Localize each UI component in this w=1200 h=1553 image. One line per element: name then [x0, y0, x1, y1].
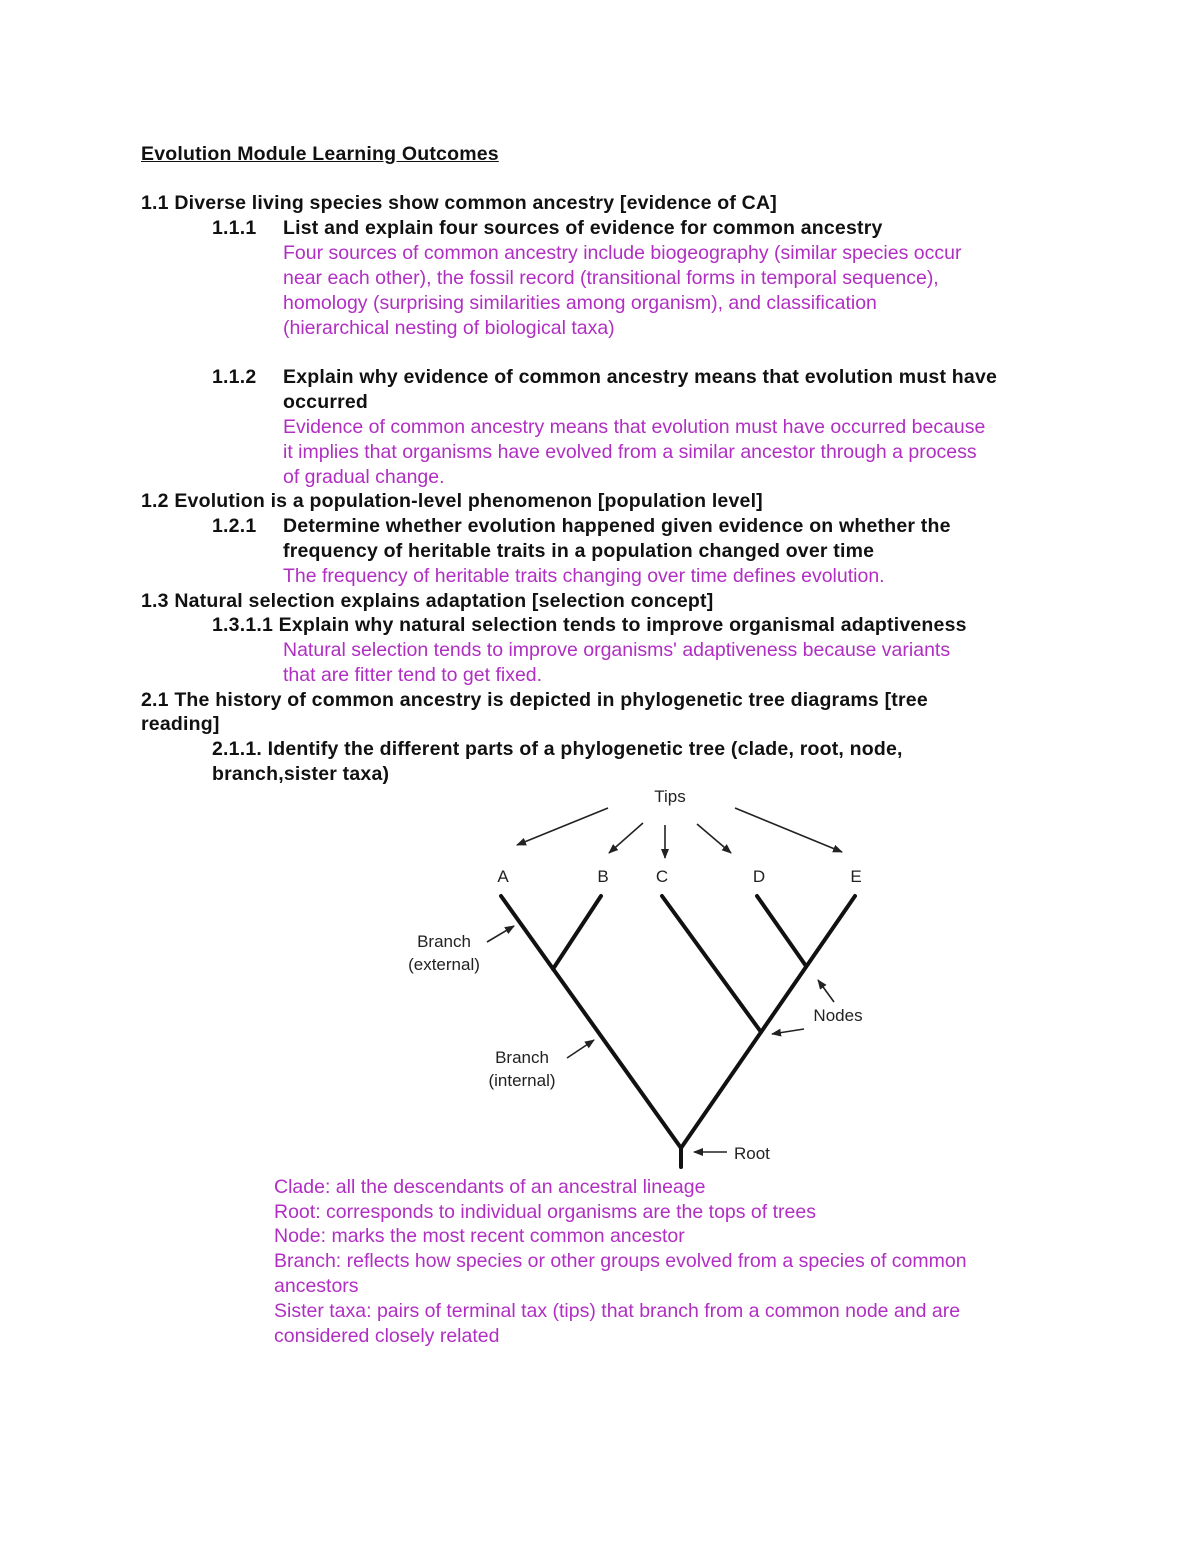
branch-to-c [662, 896, 761, 1032]
branch-external-arrow [487, 926, 514, 942]
answer-line: homology (surprising similarities among organism), and classification [283, 292, 877, 314]
definition-line: Clade: all the descendants of an ancestral lineage [274, 1176, 706, 1198]
definition-line: Root: corresponds to individual organisms are the tops of trees [274, 1201, 816, 1223]
branch-left-lineage [501, 896, 681, 1148]
answer-line: that are fitter tend to get fixed. [283, 664, 543, 686]
outcome-1-1-1-text: List and explain four sources of evidence for common ancestry [283, 217, 883, 239]
branch-to-b [553, 896, 601, 969]
tree-branches [501, 896, 855, 1167]
tip-arrow [609, 823, 643, 853]
answer-line: (hierarchical nesting of biological taxa) [283, 317, 615, 339]
outcome-1-1: 1.1 Diverse living species show common ancestry [evidence of CA] [141, 192, 777, 214]
nodes-arrow [818, 980, 834, 1002]
tip-arrow [697, 824, 731, 853]
answer-line: of gradual change. [283, 466, 445, 488]
branch-internal-label: (internal) [488, 1071, 556, 1090]
outcome-1-2-1-number: 1.2.1 [212, 515, 257, 537]
outcome-1-1-2-text: Explain why evidence of common ancestry means that evolution must have [283, 366, 998, 388]
outcome-1-2-1-text: Determine whether evolution happened given evidence on whether the [283, 515, 951, 537]
outcome-2-1-1: 2.1.1. Identify the different parts of a phylogenetic tree (clade, root, node, [212, 738, 903, 760]
nodes-label: Nodes [813, 1006, 863, 1025]
outcome-1-3: 1.3 Natural selection explains adaptation [selection concept] [141, 590, 714, 612]
tips-label: Tips [654, 787, 686, 806]
answer-line: Natural selection tends to improve organisms' adaptiveness because variants [283, 639, 951, 661]
root-label: Root [734, 1144, 770, 1163]
outcome-2-1: 2.1 The history of common ancestry is depicted in phylogenetic tree diagrams [tree [141, 689, 928, 711]
definition-line: considered closely related [274, 1325, 500, 1347]
answer-line: Four sources of common ancestry include biogeography (similar species occur [283, 242, 962, 264]
branch-internal-arrow [567, 1040, 594, 1058]
taxon-label: E [850, 867, 862, 886]
outcome-1-2: 1.2 Evolution is a population-level phenomenon [population level] [141, 490, 763, 512]
answer-line: near each other), the fossil record (transitional forms in temporal sequence), [283, 267, 939, 289]
taxon-label: C [655, 867, 669, 886]
outcome-1-1-2-text: occurred [283, 391, 369, 413]
branch-to-d [757, 896, 806, 966]
outcome-2-1-1: branch,sister taxa) [212, 763, 390, 785]
outcome-1-1-2-number: 1.1.2 [212, 366, 257, 388]
tip-arrow [735, 808, 842, 852]
definition-line: Node: marks the most recent common ancestor [274, 1225, 685, 1247]
taxon-label: D [752, 867, 766, 886]
outcome-1-2-1-text: frequency of heritable traits in a population changed over time [283, 540, 875, 562]
branch-external-label: (external) [408, 955, 480, 974]
taxon-label: A [497, 867, 509, 886]
outcome-1-3-1-1: 1.3.1.1 Explain why natural selection tends to improve organismal adaptiveness [212, 614, 967, 636]
outcome-1-1-1-number: 1.1.1 [212, 217, 257, 239]
page-title: Evolution Module Learning Outcomes [141, 143, 499, 165]
branch-external-label: Branch [417, 932, 471, 951]
answer-line: it implies that organisms have evolved from a similar ancestor through a process [283, 441, 977, 463]
definition-line: Branch: reflects how species or other groups evolved from a species of common [274, 1250, 967, 1272]
branch-internal-label: Branch [495, 1048, 549, 1067]
answer-line: The frequency of heritable traits changing over time defines evolution. [283, 565, 885, 587]
nodes-arrow [772, 1029, 804, 1034]
tip-arrow [517, 808, 608, 845]
definition-line: Sister taxa: pairs of terminal tax (tips) that branch from a common node and are [274, 1300, 961, 1322]
answer-line: Evidence of common ancestry means that evolution must have occurred because [283, 416, 986, 438]
taxon-label: B [597, 867, 609, 886]
outcome-2-1: reading] [141, 713, 220, 735]
definition-line: ancestors [274, 1275, 359, 1297]
